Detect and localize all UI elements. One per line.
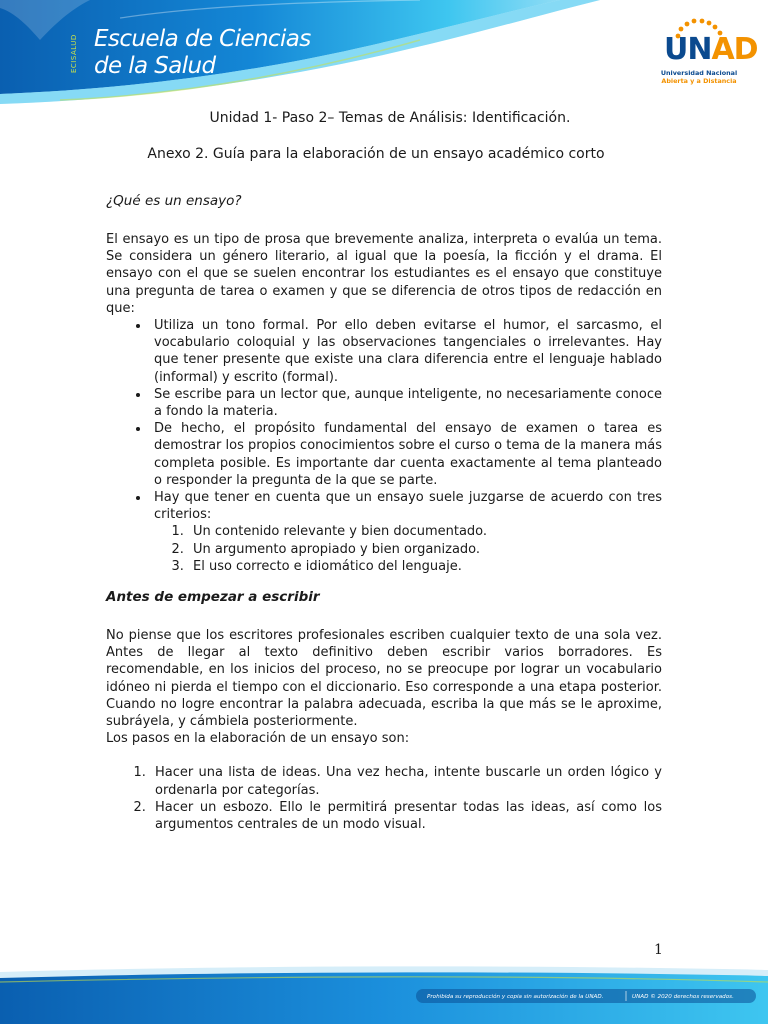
list-item: 2. Hacer un esbozo. Ello le permitirá presentar todas las ideas, así como los argumentos centrales de un modo visual. bbox=[150, 799, 662, 833]
list-item: 1. Hacer una lista de ideas. Una vez hecha, intente buscarle un orden lógico y ordenarla por categorías. bbox=[150, 764, 662, 798]
school-name-line1: Escuela de Ciencias bbox=[94, 26, 311, 52]
list-item: • Se escribe para un lector que, aunque inteligente, no necesariamente conoce a fondo la materia. bbox=[150, 386, 662, 420]
list-item-text: Hay que tener en cuenta que un ensayo suele juzgarse de acuerdo con tres criterios: bbox=[154, 490, 662, 523]
unad-logo-caption-line2: Abierta y a Distancia bbox=[661, 77, 737, 85]
characteristics-list bbox=[106, 317, 662, 575]
steps-list bbox=[106, 764, 662, 833]
criteria-list bbox=[154, 523, 662, 575]
section-paragraph-antes: No piense que los escritores profesionales escriben cualquier texto de una sola vez. Antes de llegar al texto definitivo deben escribir varios borradores. Es recomendable, en los inicios del proceso, no se preocupe por lograr un vocabulario idóneo ni pierda el tiempo con el diccionario. Eso corresponde a una etapa posterior. Cuando no logre encontrar la palabra adecuada, escriba la que más se le aproxime, subráyela, y cámbiela posteriormente. bbox=[106, 628, 662, 730]
document-title: Unidad 1- Paso 2– Temas de Análisis: Identificación. bbox=[209, 110, 571, 126]
list-item: 2. Un argumento apropiado y bien organizado. bbox=[188, 541, 662, 558]
header-side-tag: ECISALUD bbox=[70, 34, 78, 74]
steps-intro: Los pasos en la elaboración de un ensayo son: bbox=[106, 731, 410, 747]
list-item bbox=[150, 489, 662, 575]
list-item: • Utiliza un tono formal. Por ello deben evitarse el humor, el sarcasmo, el vocabulario coloquial y las observaciones tangenciales o irrelevantes. Hay que tener presente que existe una clara diferencia entre el lenguaje hablado (informal) y escrito (formal). bbox=[150, 317, 662, 386]
footer-copyright-notice: Prohibida su reproducción y copia sin autorización de la UNAD. bbox=[427, 994, 604, 1000]
unad-logo bbox=[656, 18, 758, 92]
page-footer bbox=[0, 964, 768, 1024]
unad-logo-caption bbox=[656, 69, 742, 85]
page-number: 1 bbox=[654, 942, 663, 958]
page-header bbox=[0, 0, 768, 120]
unad-logo-wordmark: UNAD bbox=[664, 32, 758, 67]
list-item: • De hecho, el propósito fundamental del ensayo de examen o tarea es demostrar los propios conocimientos sobre el curso o tema de la manera más completa posible. Es importante dar cuenta exactamente al tema planteado o responder la pregunta de la que se parte. bbox=[150, 420, 662, 489]
footer-rights: UNAD © 2020 derechos reservados. bbox=[632, 994, 734, 1000]
list-item: 3. El uso correcto e idiomático del lenguaje. bbox=[188, 558, 662, 575]
unad-logo-caption-line1: Universidad Nacional bbox=[660, 69, 738, 77]
section-heading-antes: Antes de empezar a escribir bbox=[106, 589, 320, 606]
section-paragraph-que-es: El ensayo es un tipo de prosa que brevemente analiza, interpreta o evalúa un tema. Se considera un género literario, al igual que la poesía, la ficción y el drama. El ensayo con el que se suelen encontrar los estudiantes es el ensayo que constituye una pregunta de tarea o examen y que se diferencia de otros tipos de redacción en que: bbox=[106, 232, 662, 316]
list-item: 1. Un contenido relevante y bien documentado. bbox=[188, 523, 662, 540]
document-subtitle: Anexo 2. Guía para la elaboración de un ensayo académico corto bbox=[147, 146, 605, 162]
school-name-line2: de la Salud bbox=[94, 53, 216, 79]
section-heading-que-es: ¿Qué es un ensayo? bbox=[106, 193, 242, 209]
document-body bbox=[106, 107, 662, 833]
school-name bbox=[94, 26, 311, 80]
